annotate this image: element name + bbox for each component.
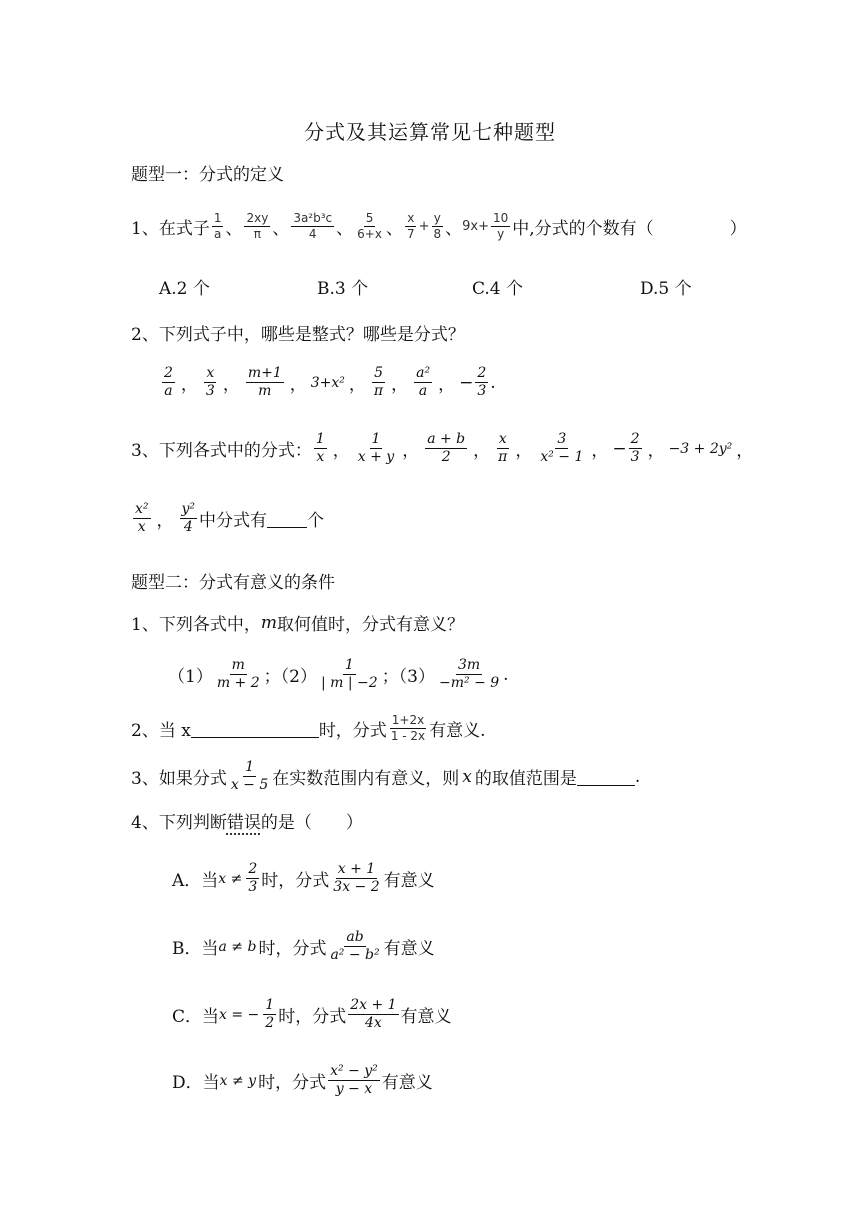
emphasis-wrong: 错误 [226, 813, 261, 833]
s2q2-answer-blank[interactable] [191, 719, 319, 738]
s2q4a-frac: $\frac{x + 1}{3x - 2}$ [333, 861, 380, 896]
s2q3-answer-blank[interactable] [577, 767, 635, 786]
s1q2-expr-6: $\frac{\text{a²}}{a}$ [416, 365, 431, 400]
s1q3-expr-1: $\frac{1}{x}$ [315, 431, 325, 466]
s1q2-expr-7: $\frac{2}{3}$ [477, 365, 487, 400]
s1q1-option-c: C.4 个 [472, 279, 524, 299]
s1q3-expr-4: $\frac{x}{\pi}$ [498, 431, 508, 466]
s1-q2-exprs: $\frac{2}{a}$ ， $\frac{x}{3}$ ， $\frac{m+1}{m}$ ， 3+x² ， $\frac{5}{\pi}$ ， $\frac{\text{a²}}{a}$ ， − $\frac{2}{3}$ . [164, 365, 496, 400]
page-title: 分式及其运算常见七种题型 [304, 120, 556, 144]
s1q3-expr-7: −3 + 2y² [668, 440, 733, 457]
s1q3-expr-6: $\frac{2}{3}$ [630, 431, 640, 466]
s2-q3: 3、如果分式 $\frac{1}{x - 5}$ 在实数范围内有意义，则 x 的取值范围是 . [131, 759, 641, 794]
s2q4a-cond-frac: $\frac{2}{3}$ [248, 861, 258, 896]
s1q1-expr-7: $\frac{10}{y}$ [492, 211, 509, 242]
s1-q3: 3、下列各式中的分式： $\frac{1}{x}$ ， $\frac{1}{x + y}$ ， $\frac{a + b}{2}$ ， $\frac{x}{\pi}$ ， $\frac{3}{\text{x² − 1}}$ ， − $\frac{2}{3}$ ， −3 + 2y² ， [131, 431, 754, 466]
s2q2-expr: $\frac{1+2x}{1 - 2x}$ [390, 713, 426, 744]
s2q1-expr-2: $\frac{1}{| m | -2}$ [320, 657, 378, 692]
s2q4b-frac: $\frac{ab}{\text{a² − b²}}$ [330, 929, 380, 964]
s1q1-expr-4: $\frac{5}{6+x}$ [357, 211, 382, 242]
s2-q4: 4、下列判断 错误 的是（ ） [131, 808, 363, 833]
section2-heading: 题型二：分式有意义的条件 [131, 573, 335, 593]
s2q4-option-d: D．当 x ≠ y 时，分式 $\frac{\text{x² − y²}}{y - x}$ 有意义 [172, 1063, 433, 1098]
s1q3-expr-3: $\frac{a + b}{2}$ [427, 431, 466, 466]
s2q4-option-c: C．当 x = − $\frac{1}{2}$ 时，分式 $\frac{2x + 1}{4x}$ 有意义 [172, 997, 452, 1032]
s1q2-expr-4: 3+x² [310, 374, 345, 391]
s2q1-expr-3: $\frac{3m}{\text{−m² − 9}}$ [439, 657, 500, 692]
s1q1-option-b: B.3 个 [317, 279, 369, 299]
s1q1-expr-2: $\frac{2xy}{\pi}$ [246, 211, 269, 242]
s1q1-expr-1: $\frac{1}{a}$ [213, 211, 222, 242]
s1q2-expr-1: $\frac{2}{a}$ [164, 365, 173, 400]
s1q3-expr-5: $\frac{3}{\text{x² − 1}}$ [540, 431, 584, 466]
s2q4d-frac: $\frac{\text{x² − y²}}{y - x}$ [330, 1063, 378, 1098]
s2q1-expr-1: $\frac{m}{m + 2}$ [216, 657, 260, 692]
s1-q3-line2: $\frac{\text{x²}}{x}$ ， $\frac{\text{y²}}{4}$ 中分式有 个 [135, 501, 325, 536]
s1-q1: 1、在式子 $\frac{1}{a}$ 、 $\frac{2xy}{\pi}$ 、 $\frac{\text{3a²b³c}}{4}$ 、 $\frac{5}{6+x}$ 、 $\frac{x}{7}$ + $\frac{y}{8}$ 、 9x+ $\frac{10}{y}$ 中,分式的个数有（ ） [131, 211, 747, 242]
s1q3-expr-8: $\frac{\text{x²}}{x}$ [135, 501, 149, 536]
s2q3-expr: $\frac{1}{x - 5}$ [230, 759, 269, 794]
s1q2-expr-2: $\frac{x}{3}$ [205, 365, 215, 400]
s1q1-expr-6: $\frac{y}{8}$ [433, 211, 442, 242]
s1q3-answer-blank[interactable] [267, 509, 307, 528]
s1q1-expr-3: $\frac{\text{3a²b³c}}{4}$ [293, 211, 333, 242]
s1q1-option-a: A.2 个 [159, 279, 210, 299]
s2q4-option-b: B．当 a ≠ b 时，分式 $\frac{ab}{\text{a² − b²}}$ 有意义 [172, 929, 435, 964]
s1q3-expr-2: $\frac{1}{x + y}$ [357, 431, 395, 466]
section1-heading: 题型一：分式的定义 [131, 165, 284, 185]
s2-q2: 2、当 x 时，分式 $\frac{1+2x}{1 - 2x}$ 有意义. [131, 713, 486, 744]
s1q3-expr-9: $\frac{\text{y²}}{4}$ [181, 501, 196, 536]
s2q4c-cond-frac: $\frac{1}{2}$ [265, 997, 275, 1032]
s2q4c-frac: $\frac{2x + 1}{4x}$ [350, 997, 397, 1032]
s1q2-expr-5: $\frac{5}{\pi}$ [373, 365, 384, 400]
s2-q1-exprs: （1） $\frac{m}{m + 2}$ ；（2） $\frac{1}{| m | -2}$ ；（3） $\frac{3m}{\text{−m² − 9}}$ . [168, 657, 509, 692]
s1q2-expr-3: $\frac{m+1}{m}$ [247, 365, 282, 400]
s1q1-option-d: D.5 个 [640, 279, 692, 299]
s1q1-expr-5: $\frac{x}{7}$ [406, 211, 415, 242]
s1-q2: 2、下列式子中，哪些是整式？哪些是分式？ [131, 325, 465, 345]
s2q4-option-a: A．当 x ≠ $\frac{2}{3}$ 时，分式 $\frac{x + 1}{3x - 2}$ 有意义 [172, 861, 435, 896]
s2-q1: 1、下列各式中， m 取何值时，分式有意义？ [131, 612, 464, 635]
